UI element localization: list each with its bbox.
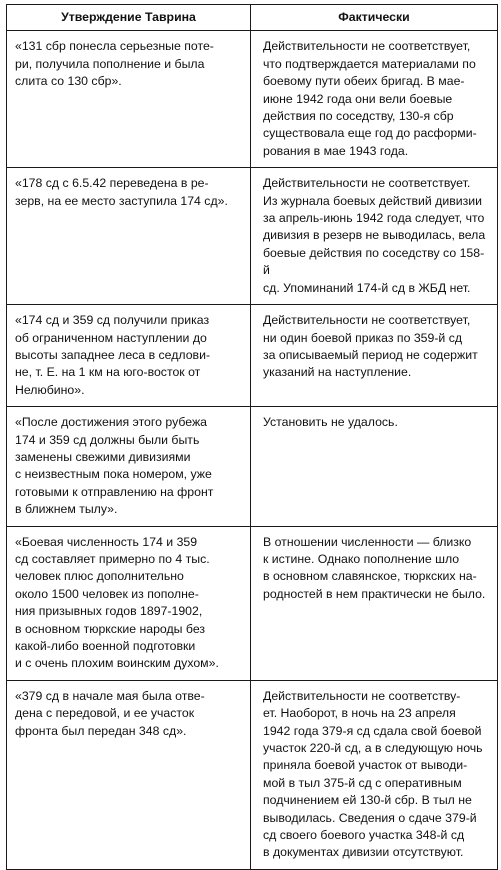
comparison-table bbox=[6, 4, 498, 870]
fact-cell: Действительности не соответствует, ни один боевой приказ по 359-й сд за описываемый период не содержит указаний на наступление. bbox=[251, 305, 498, 407]
table-row bbox=[7, 407, 498, 526]
table-row bbox=[7, 168, 498, 305]
claim-cell: «131 сбр понесла серьезные поте- ри, получила пополнение и была слита со 130 сбр». bbox=[7, 31, 251, 168]
fact-cell: Действительности не соответствует. Из журнала боевых действий дивизии за апрель-июнь 1942 года следует, что дивизия в резерв не выводилась, вела боевые действия по соседству со 158-й сд. Упоминаний 174-й сд в ЖБД нет. bbox=[251, 168, 498, 305]
claim-cell: «174 сд и 359 сд получили приказ об ограниченном наступлении до высоты западнее леса в седлови- не, т. Е. на 1 км на юго-восток от Нелюбино». bbox=[7, 305, 251, 407]
table-row bbox=[7, 526, 498, 680]
table-row bbox=[7, 305, 498, 407]
fact-cell: Установить не удалось. bbox=[251, 407, 498, 526]
claim-cell: «Боевая численность 174 и 359 сд составляет примерно по 4 тыс. человек плюс дополнительно около 1500 человек из пополне- ния призывных годов 1897-1902, в основном тюркские народы без какой-либо военной подготовки и с очень плохим воинским духом». bbox=[7, 526, 251, 680]
header-fact: Фактически bbox=[251, 5, 498, 31]
table-row bbox=[7, 31, 498, 168]
claim-cell: «379 сд в начале мая была отве- дена с передовой, и ее участок фронта был передан 348 сд». bbox=[7, 680, 251, 869]
fact-cell: Действительности не соответству- ет. Наоборот, в ночь на 23 апреля 1942 года 379-я сд сдала свой боевой участок 220-й сд, а в следующую ночь приняла боевой участок от выводи- мой в тыл 375-й сд с оперативным подчинением ей 130-й сбр. В тыл не выводилась. Сведения о сдаче 379-й сд своего боевого участка 348-й сд в документах дивизии отсутствуют. bbox=[251, 680, 498, 869]
claim-cell: «После достижения этого рубежа 174 и 359 сд должны были быть заменены свежими дивизиями с неизвестным пока номером, уже готовыми к отправлению на фронт в ближнем тылу». bbox=[7, 407, 251, 526]
table-header-row bbox=[7, 5, 498, 31]
fact-cell: Действительности не соответствует, что подтверждается материалами по боевому пути обеих бригад. В мае- июне 1942 года они вели боевые действия по соседству, 130-я сбр существовала еще год до расформи- рования в мае 1943 года. bbox=[251, 31, 498, 168]
header-claim: Утверждение Таврина bbox=[7, 5, 251, 31]
table-row bbox=[7, 680, 498, 869]
claim-cell: «178 сд с 6.5.42 переведена в ре- зерв, на ее место заступила 174 сд». bbox=[7, 168, 251, 305]
fact-cell: В отношении численности — близко к истине. Однако пополнение шло в основном славянское, тюркских на- родностей в нем практически не было. bbox=[251, 526, 498, 680]
